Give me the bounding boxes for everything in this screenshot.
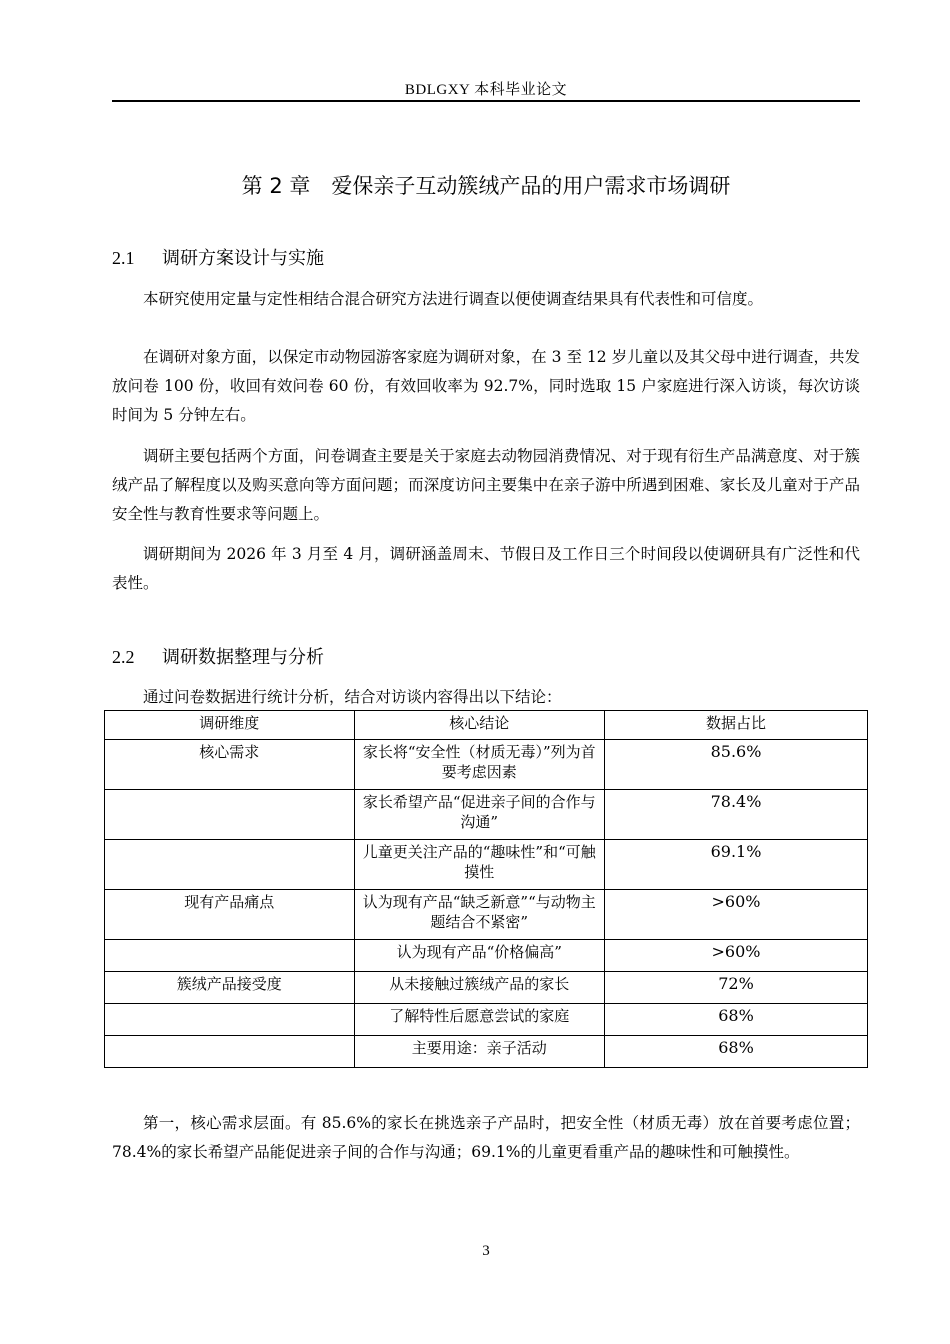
conclusion-cell: 儿童更关注产品的“趣味性”和“可触摸性 (354, 840, 604, 890)
percentage-cell: >60% (604, 940, 867, 972)
table-row (105, 740, 868, 790)
dimension-cell: 现有产品痛点 (105, 890, 355, 940)
percentage-cell: 69.1% (604, 840, 867, 890)
table-row (105, 790, 868, 840)
table-row (105, 972, 868, 1004)
table-row (105, 1036, 868, 1068)
conclusion-cell: 家长希望产品“促进亲子间的合作与沟通” (354, 790, 604, 840)
section-number: 2.1 (112, 248, 135, 268)
percentage-cell: 78.4% (604, 790, 867, 840)
percentage-cell: 68% (604, 1004, 867, 1036)
dimension-cell: 簇绒产品接受度 (105, 972, 355, 1004)
table-row (105, 940, 868, 972)
survey-results-table (104, 710, 868, 1068)
section-title: 调研方案设计与实施 (162, 248, 324, 269)
percentage-cell: 72% (604, 972, 867, 1004)
section-heading-2-2 (112, 643, 324, 669)
table-header-cell: 调研维度 (105, 711, 355, 740)
table-row (105, 890, 868, 940)
percentage-cell: >60% (604, 890, 867, 940)
conclusion-cell: 家长将“安全性（材质无毒）”列为首要考虑因素 (354, 740, 604, 790)
dimension-cell (105, 1036, 355, 1068)
conclusion-cell: 从未接触过簇绒产品的家长 (354, 972, 604, 1004)
dimension-cell: 核心需求 (105, 740, 355, 790)
table-intro: 通过问卷数据进行统计分析，结合对访谈内容得出以下结论： (143, 688, 562, 706)
conclusion-paragraph: 第一，核心需求层面。有 85.6%的家长在挑选亲子产品时，把安全性（材质无毒）放在首要考虑位置；78.4%的家长希望产品能促进亲子间的合作与沟通；69.1%的儿童更看重产品的趣味性和可触摸性。 (112, 1114, 860, 1161)
percentage-cell: 68% (604, 1036, 867, 1068)
dimension-cell (105, 1004, 355, 1036)
header-rule (112, 100, 860, 102)
table-row (105, 840, 868, 890)
dimension-cell (105, 840, 355, 890)
section-heading-2-1 (112, 244, 324, 270)
table-header-cell: 核心结论 (354, 711, 604, 740)
paragraph: 本研究使用定量与定性相结合混合研究方法进行调查以便使调查结果具有代表性和可信度。 (143, 290, 764, 308)
table-row (105, 1004, 868, 1036)
paragraph: 调研主要包括两个方面，问卷调查主要是关于家庭去动物园消费情况、对于现有衍生产品满意度、对于簇绒产品了解程度以及购买意向等方面问题；而深度访问主要集中在亲子游中所遇到困难、家长及儿童对于产品安全性与教育性要求等问题上。 (112, 447, 860, 523)
percentage-cell: 85.6% (604, 740, 867, 790)
conclusion-cell: 了解特性后愿意尝试的家庭 (354, 1004, 604, 1036)
conclusion-cell: 主要用途：亲子活动 (354, 1036, 604, 1068)
chapter-title: 第 2 章 爱保亲子互动簇绒产品的用户需求市场调研 (241, 174, 731, 198)
dimension-cell (105, 790, 355, 840)
table-header-cell: 数据占比 (604, 711, 867, 740)
section-number: 2.2 (112, 647, 135, 667)
conclusion-cell: 认为现有产品“缺乏新意”“与动物主题结合不紧密” (354, 890, 604, 940)
running-header: BDLGXY 本科毕业论文 (404, 82, 568, 98)
page-number: 3 (482, 1243, 490, 1259)
section-title: 调研数据整理与分析 (162, 647, 324, 668)
paragraph: 调研期间为 2026 年 3 月至 4 月，调研涵盖周末、节假日及工作日三个时间段以使调研具有广泛性和代表性。 (112, 545, 860, 592)
conclusion-cell: 认为现有产品“价格偏高” (354, 940, 604, 972)
table-header-row (105, 711, 868, 740)
dimension-cell (105, 940, 355, 972)
paragraph: 在调研对象方面，以保定市动物园游客家庭为调研对象，在 3 至 12 岁儿童以及其父母中进行调查，共发放问卷 100 份，收回有效问卷 60 份，有效回收率为 92.7%，同时选取 15 户家庭进行深入访谈，每次访谈时间为 5 分钟左右。 (112, 348, 860, 424)
